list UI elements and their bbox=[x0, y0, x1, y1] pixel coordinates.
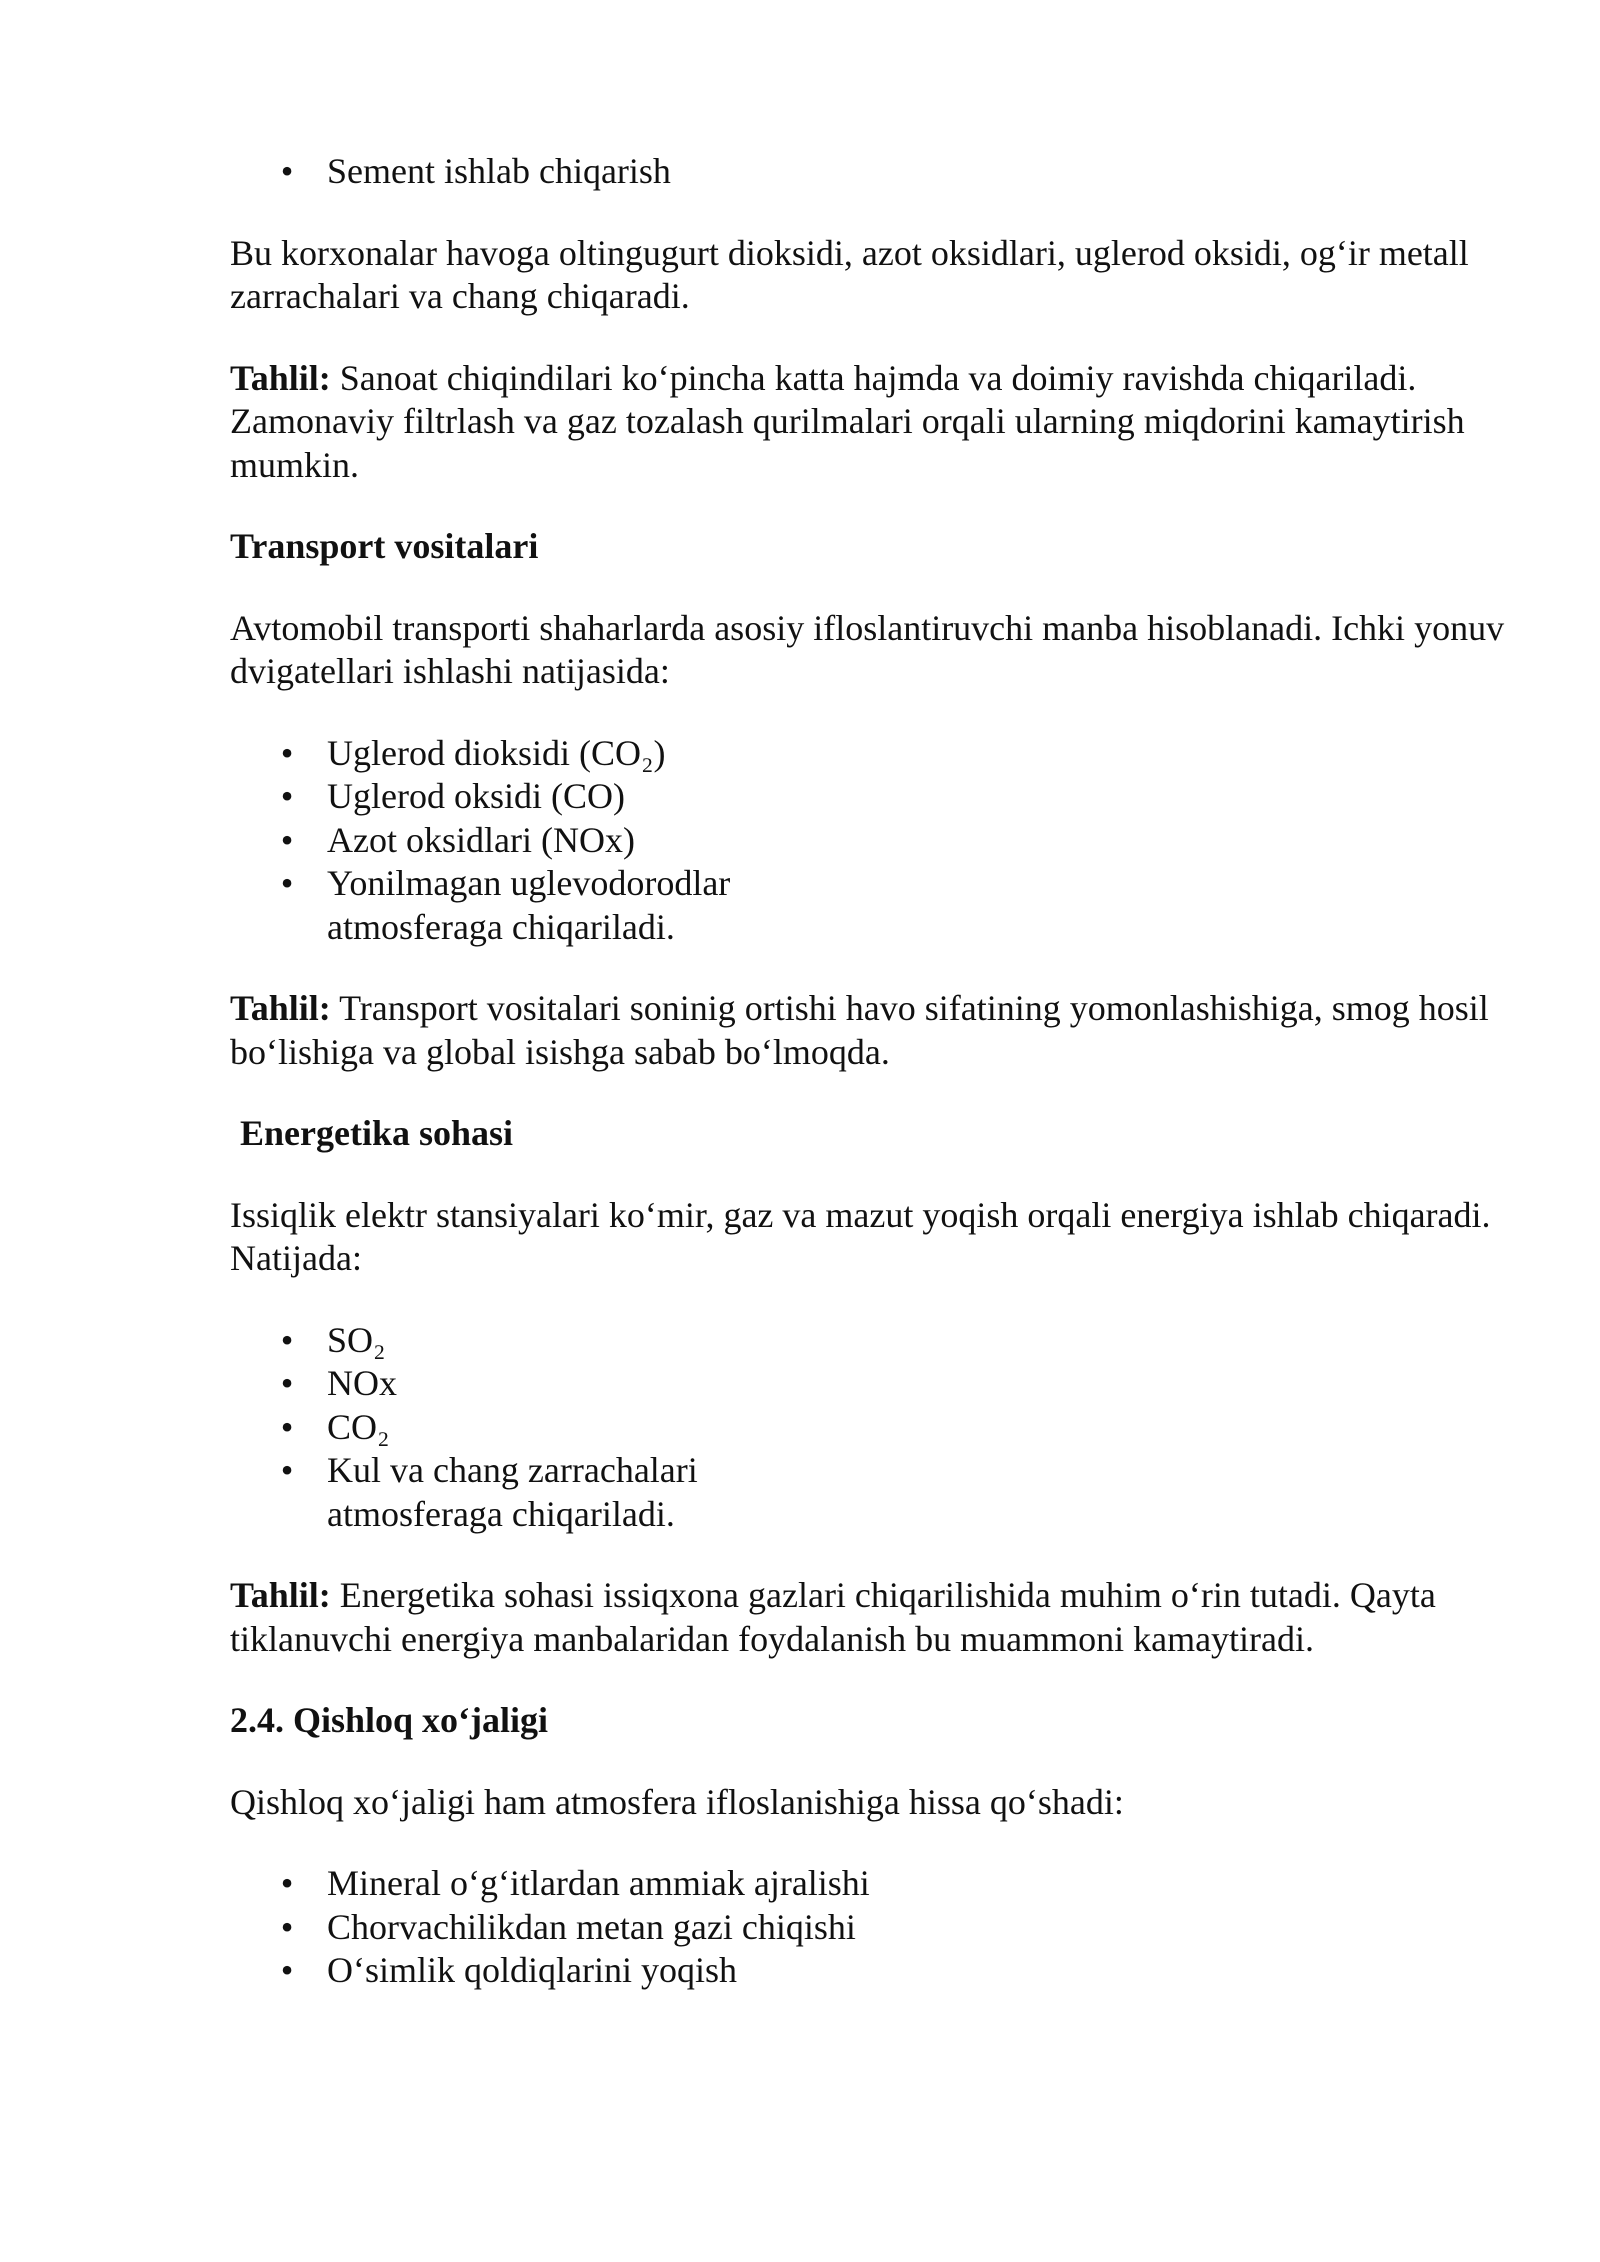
bullet-icon: • bbox=[280, 819, 294, 860]
list-item-text: Azot oksidlari (NOx) bbox=[327, 819, 635, 860]
analysis-energy bbox=[230, 1574, 1510, 1661]
analysis-industry bbox=[230, 357, 1510, 488]
bullet-icon: • bbox=[280, 1450, 294, 1490]
list-item bbox=[230, 1406, 1510, 1450]
list-item-text: Uglerod oksidi (CO) bbox=[327, 776, 625, 816]
list-item bbox=[230, 1362, 1510, 1406]
list-item bbox=[230, 1319, 1510, 1363]
list-item bbox=[230, 862, 1510, 949]
list-item-text: NOx bbox=[327, 1363, 397, 1403]
bullet-icon: • bbox=[280, 863, 294, 903]
energy-list bbox=[230, 1319, 1510, 1537]
section-heading-transport: Transport vositalari bbox=[230, 526, 539, 566]
analysis-text: Transport vositalari soninig ortishi havo sifatining yomonlashishiga, smog hosil bo‘lishiga va global isishga sabab bo‘lmoqda. bbox=[230, 988, 1489, 1072]
list-item-continuation: atmosferaga chiqariladi. bbox=[327, 1493, 675, 1534]
bullet-icon: • bbox=[280, 732, 294, 773]
list-item-text: Mineral o‘g‘itlardan ammiak ajralishi bbox=[327, 1863, 870, 1903]
analysis-label: Tahlil: bbox=[230, 357, 331, 398]
list-item-text: Kul va chang zarrachalari bbox=[327, 1450, 698, 1490]
list-item bbox=[230, 819, 1510, 863]
bullet-icon: • bbox=[280, 776, 294, 816]
list-item-text: SO₂ bbox=[327, 1319, 386, 1360]
paragraph-emissions: Bu korxonalar havoga oltingugurt dioksidi, azot oksidlari, uglerod oksidi, og‘ir metall zarrachalari va chang chiqaradi. bbox=[230, 232, 1469, 316]
list-item-text: Yonilmagan uglevodorodlar bbox=[327, 863, 731, 903]
section-heading-energy: Energetika sohasi bbox=[240, 1113, 514, 1153]
analysis-text: Sanoat chiqindilari ko‘pincha katta hajmda va doimiy ravishda chiqariladi. Zamonaviy filtrlash va gaz tozalash qurilmalari orqali ularning miqdorini kamaytirish mumkin. bbox=[230, 357, 1465, 485]
list-item-text: Chorvachilikdan metan gazi chiqishi bbox=[327, 1906, 856, 1947]
list-item bbox=[230, 775, 1510, 819]
list-item-text: Sement ishlab chiqarish bbox=[327, 151, 671, 191]
document-body bbox=[230, 150, 1510, 2031]
analysis-label: Tahlil: bbox=[230, 988, 331, 1028]
bullet-icon: • bbox=[280, 1319, 294, 1360]
agriculture-list bbox=[230, 1862, 1510, 1993]
analysis-transport bbox=[230, 987, 1510, 1074]
list-item bbox=[230, 1449, 1510, 1536]
paragraph-transport-intro: Avtomobil transporti shaharlarda asosiy ifloslantiruvchi manba hisoblanadi. Ichki yonuv dvigatellari ishlashi natijasida: bbox=[230, 607, 1505, 691]
list-item bbox=[230, 1949, 1510, 1993]
paragraph-energy-intro: Issiqlik elektr stansiyalari ko‘mir, gaz va mazut yoqish orqali energiya ishlab chiqaradi. Natijada: bbox=[230, 1194, 1491, 1278]
transport-list bbox=[230, 732, 1510, 950]
list-item-continuation: atmosferaga chiqariladi. bbox=[327, 906, 675, 947]
analysis-text: Energetika sohasi issiqxona gazlari chiqarilishida muhim o‘rin tutadi. Qayta tiklanuvchi energiya manbalaridan foydalanish bu muammoni kamaytiradi. bbox=[230, 1575, 1436, 1659]
bullet-icon: • bbox=[280, 1406, 294, 1447]
bullet-icon: • bbox=[280, 1863, 294, 1903]
list-item bbox=[230, 1862, 1510, 1906]
list-item-text: CO₂ bbox=[327, 1406, 390, 1447]
bullet-icon: • bbox=[280, 1950, 294, 1990]
list-item-text: Uglerod dioksidi (CO₂) bbox=[327, 732, 666, 773]
bullet-icon: • bbox=[280, 1906, 294, 1947]
list-item-text: O‘simlik qoldiqlarini yoqish bbox=[327, 1950, 737, 1990]
list-item bbox=[230, 150, 1510, 194]
analysis-label: Tahlil: bbox=[230, 1575, 331, 1615]
list-item bbox=[230, 732, 1510, 776]
bullet-icon: • bbox=[280, 1363, 294, 1403]
list-item bbox=[230, 1906, 1510, 1950]
paragraph-agriculture-intro: Qishloq xo‘jaligi ham atmosfera ifloslanishiga hissa qo‘shadi: bbox=[230, 1781, 1124, 1822]
bullet-icon: • bbox=[280, 151, 294, 191]
industry-list bbox=[230, 150, 1510, 194]
section-heading-agriculture: 2.4. Qishloq xo‘jaligi bbox=[230, 1700, 549, 1740]
